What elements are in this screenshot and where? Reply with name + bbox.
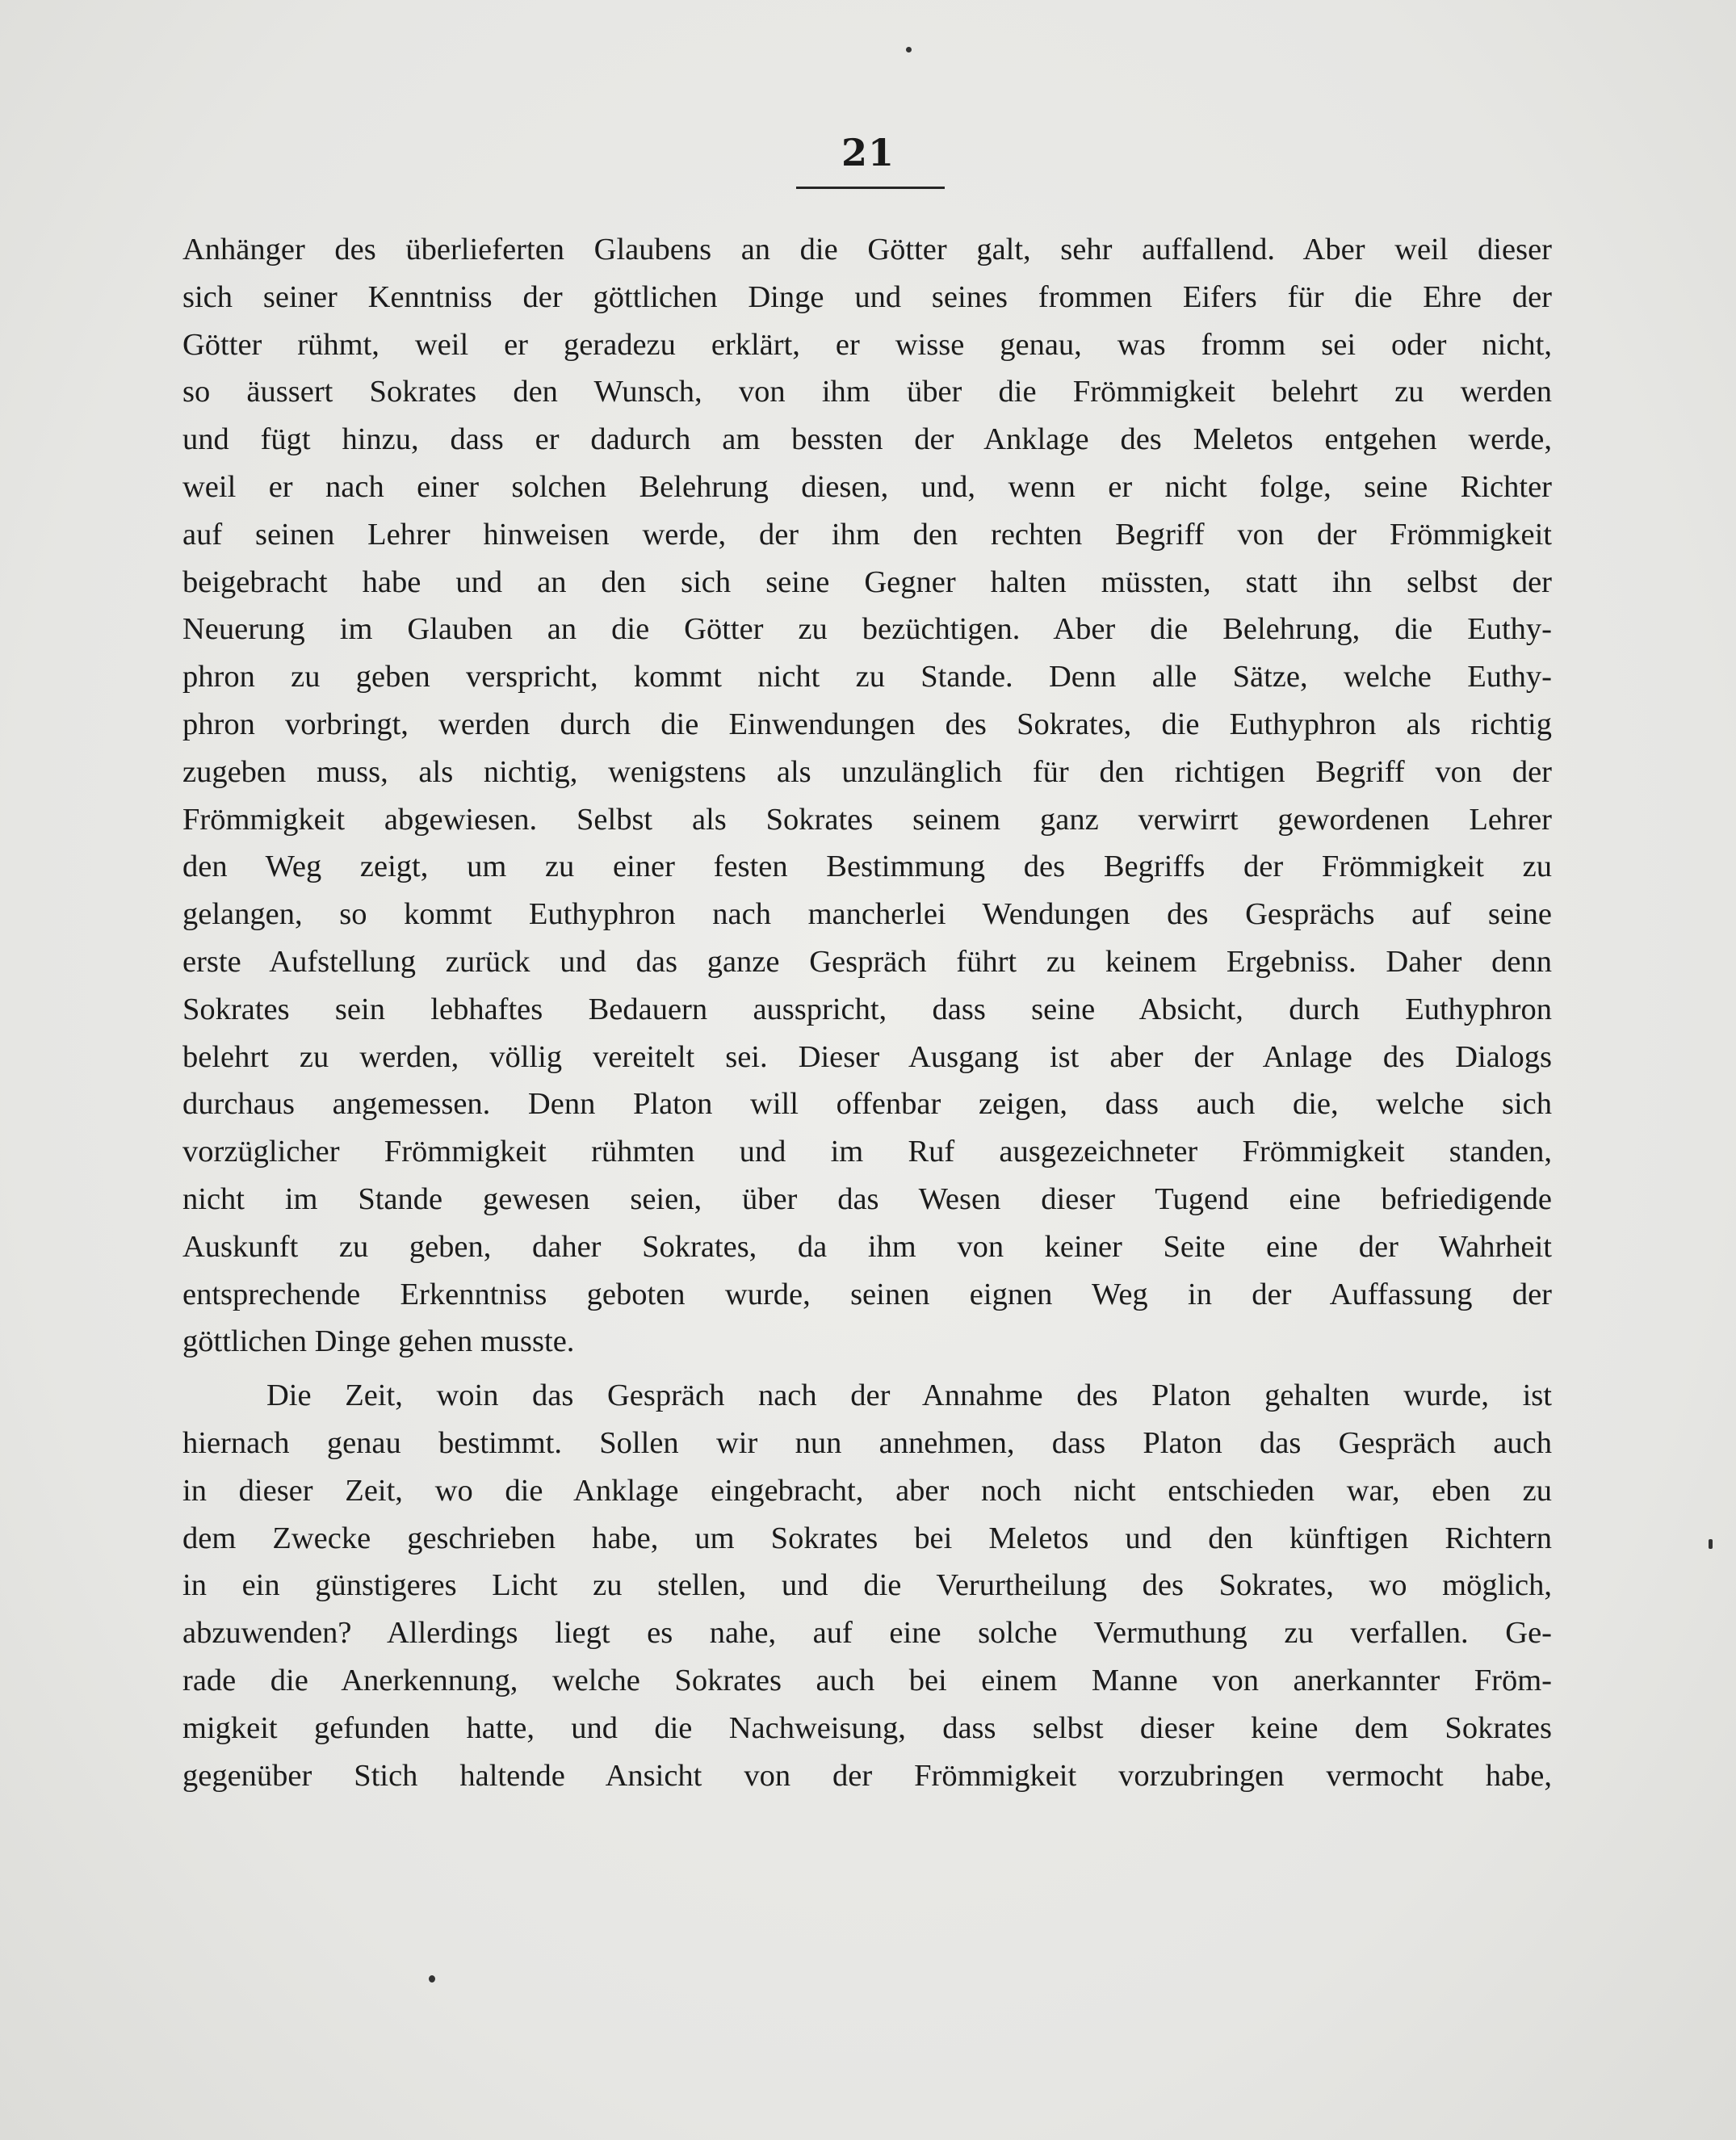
text-line: abzuwenden? Allerdings liegt es nahe, auf eine solche Vermuthung zu verfallen. Ge- <box>182 1616 1552 1651</box>
text-line: und fügt hinzu, dass er dadurch am bessten der Anklage des Meletos entgehen werde, <box>182 422 1552 457</box>
text-line: auf seinen Lehrer hinweisen werde, der ihm den rechten Begriff von der Frömmigkeit <box>182 517 1552 552</box>
text-line: Sokrates sein lebhaftes Bedauern ausspricht, dass seine Absicht, durch Euthyphron <box>182 992 1552 1026</box>
ink-speck <box>429 1975 435 1983</box>
text-line: nicht im Stande gewesen seien, über das Wesen dieser Tugend eine befriedigende <box>182 1181 1552 1216</box>
text-line: phron zu geben verspricht, kommt nicht zu Stande. Denn alle Sätze, welche Euthy- <box>182 660 1552 694</box>
page-number: 21 <box>841 131 895 174</box>
paragraph-2 <box>182 1372 1552 1799</box>
text-line: entsprechende Erkenntniss geboten wurde, seinen eignen Weg in der Auffassung der <box>182 1277 1552 1311</box>
text-line: belehrt zu werden, völlig vereitelt sei. Dieser Ausgang ist aber der Anlage des Dialogs <box>182 1039 1552 1074</box>
text-line: sich seiner Kenntniss der göttlichen Dinge und seines frommen Eifers für die Ehre der <box>182 279 1552 314</box>
text-line: weil er nach einer solchen Belehrung diesen, und, wenn er nicht folge, seine Richter <box>182 469 1552 504</box>
text-line: Neuerung im Glauben an die Götter zu bezüchtigen. Aber die Belehrung, die Euthy- <box>182 612 1552 647</box>
text-line: Frömmigkeit abgewiesen. Selbst als Sokrates seinem ganz verwirrt gewordenen Lehrer <box>182 802 1552 837</box>
text-line: gegenüber Stich haltende Ansicht von der Frömmigkeit vorzubringen vermocht habe, <box>182 1758 1552 1793</box>
text-line: in dieser Zeit, wo die Anklage eingebracht, aber noch nicht entschieden war, eben zu <box>182 1473 1552 1508</box>
text-line: rade die Anerkennung, welche Sokrates auch bei einem Manne von anerkannter Fröm- <box>182 1663 1552 1697</box>
text-line: Anhänger des überlieferten Glaubens an die Götter galt, sehr auffallend. Aber weil dieser <box>182 233 1552 266</box>
ink-speck <box>1709 1539 1713 1549</box>
text-line: den Weg zeigt, um zu einer festen Bestimmung des Begriffs der Frömmigkeit zu <box>182 850 1552 884</box>
header-rule <box>796 187 945 189</box>
body-text <box>182 226 1552 1799</box>
text-line: göttlichen Dinge gehen musste. <box>182 1324 575 1359</box>
text-line: vorzüglicher Frömmigkeit rühmten und im Ruf ausgezeichneter Frömmigkeit standen, <box>182 1135 1552 1169</box>
text-line: so äussert Sokrates den Wunsch, von ihm über die Frömmigkeit belehrt zu werden <box>182 375 1552 409</box>
text-line: Die Zeit, woin das Gespräch nach der Annahme des Platon gehalten wurde, ist <box>266 1378 1552 1413</box>
text-line: phron vorbringt, werden durch die Einwendungen des Sokrates, die Euthyphron als richtig <box>182 707 1552 741</box>
text-line: gelangen, so kommt Euthyphron nach mancherlei Wendungen des Gesprächs auf seine <box>182 897 1552 932</box>
text-line: in ein günstigeres Licht zu stellen, und die Verurtheilung des Sokrates, wo möglich, <box>182 1568 1552 1603</box>
text-line: migkeit gefunden hatte, und die Nachweisung, dass selbst dieser keine dem Sokrates <box>182 1710 1552 1745</box>
text-line: zugeben muss, als nichtig, wenigstens als unzulänglich für den richtigen Begriff von der <box>182 754 1552 789</box>
text-line: dem Zwecke geschrieben habe, um Sokrates bei Meletos und den künftigen Richtern <box>182 1521 1552 1555</box>
text-line: Götter rühmt, weil er geradezu erklärt, er wisse genau, was fromm sei oder nicht, <box>182 327 1552 362</box>
text-line: erste Aufstellung zurück und das ganze Gespräch führt zu keinem Ergebniss. Daher denn <box>182 944 1552 979</box>
paragraph-gap <box>182 1366 1552 1372</box>
ink-speck <box>906 47 912 52</box>
text-line: durchaus angemessen. Denn Platon will offenbar zeigen, dass auch die, welche sich <box>182 1087 1552 1122</box>
text-line: beigebracht habe und an den sich seine Gegner halten müssten, statt ihn selbst der <box>182 564 1552 599</box>
text-line: hiernach genau bestimmt. Sollen wir nun annehmen, dass Platon das Gespräch auch <box>182 1425 1552 1460</box>
paragraph-1 <box>182 226 1552 1366</box>
text-line: Auskunft zu geben, daher Sokrates, da ihm von keiner Seite eine der Wahrheit <box>182 1229 1552 1264</box>
